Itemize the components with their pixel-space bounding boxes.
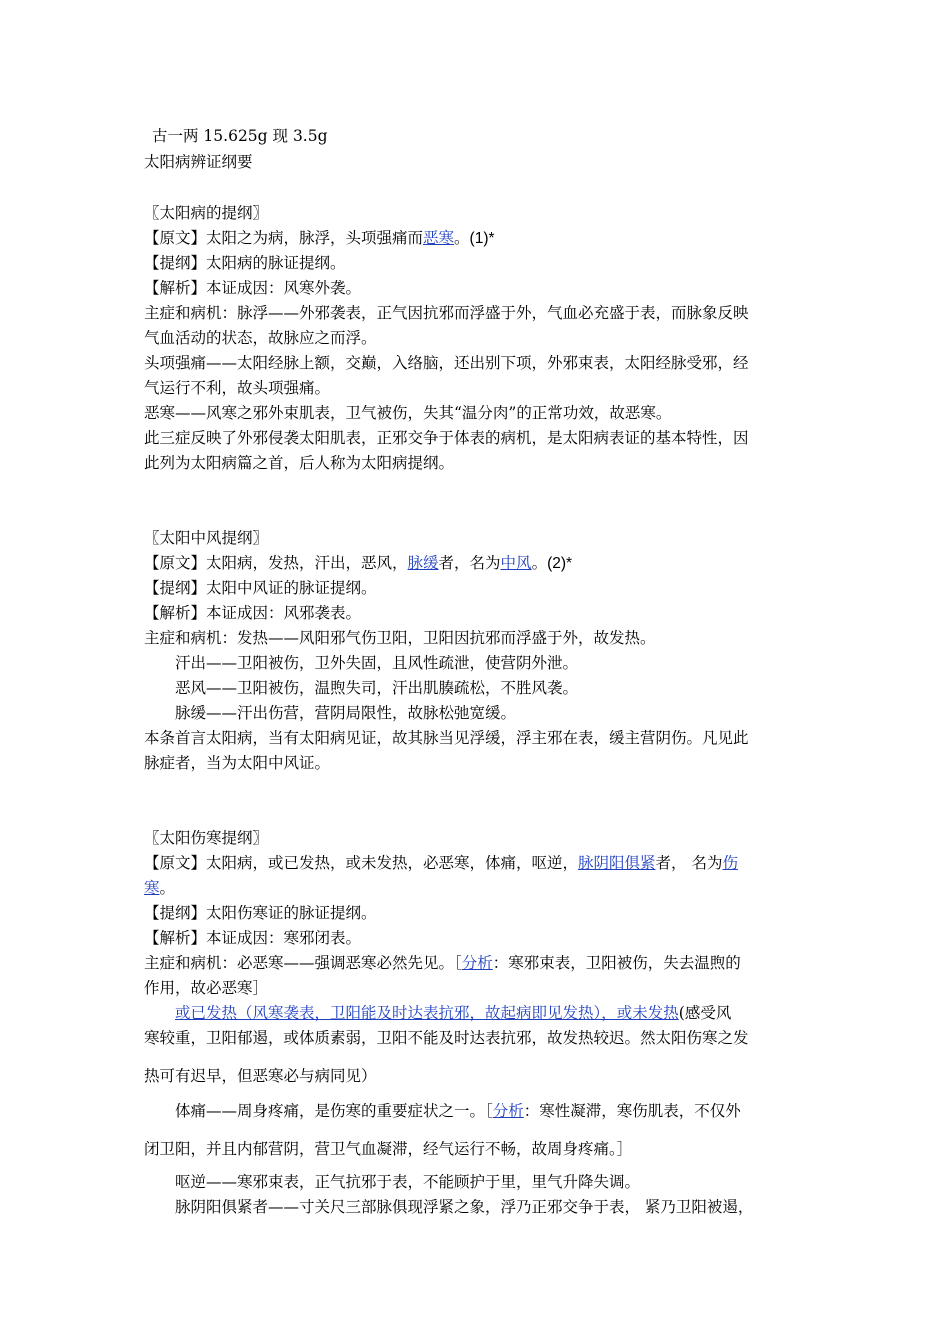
tigang-line: 【提纲】太阳病的脉证提纲。 bbox=[144, 254, 346, 272]
paragraph-line: 本条首言太阳病，当有太阳病见证，故其脉当见浮缓，浮主邪在表，缓主营阴伤。凡见此 bbox=[144, 729, 749, 747]
section-heading-zhongfeng: 〖太阳中风提纲〗 bbox=[144, 529, 269, 547]
link-fever[interactable]: 或已发热（风寒袭表，卫阳能及时达表抗邪，故起病即见发热），或未发热 bbox=[175, 1004, 679, 1022]
tigang-line: 【提纲】太阳中风证的脉证提纲。 bbox=[144, 579, 377, 597]
paragraph-line: 恶寒——风寒之邪外束肌表，卫气被伤，失其“温分肉”的正常功效，故恶寒。 bbox=[144, 404, 672, 422]
paragraph-line: 恶风——卫阳被伤，温煦失司，汗出肌腠疏松，不胜风袭。 bbox=[175, 679, 579, 697]
jiexi-line: 【解析】本证成因：风寒外袭。 bbox=[144, 279, 362, 297]
paragraph-line: 脉阴阳俱紧者——寸关尺三部脉俱现浮紧之象，浮乃正邪交争于表， 紧乃卫阳被遏， bbox=[175, 1198, 754, 1216]
paragraph-line: 呕逆——寒邪束表，正气抗邪于表，不能顾护于里，里气升降失调。 bbox=[175, 1173, 641, 1191]
paragraph-line: 闭卫阳，并且内郁营阴，营卫气血凝滞，经气运行不畅，故周身疼痛。］ bbox=[144, 1140, 633, 1158]
paragraph-line: 头项强痛——太阳经脉上额，交巅，入络脑，还出别下项，外邪束表，太阳经脉受邪，经 bbox=[144, 354, 749, 372]
analysis-line: 体痛——周身疼痛，是伤寒的重要症状之一。［分析：寒性凝滞，寒伤肌表，不仅外 bbox=[175, 1102, 741, 1120]
paragraph-line: 作用，故必恶寒］ bbox=[144, 979, 269, 997]
document-title: 太阳病辨证纲要 bbox=[144, 153, 253, 171]
link-wuhan[interactable]: 恶寒 bbox=[423, 229, 455, 247]
paragraph-line: 脉缓——汗出伤营，营阴局限性，故脉松弛宽缓。 bbox=[175, 704, 517, 722]
link-shanghan-part2[interactable]: 寒 bbox=[144, 879, 160, 897]
link-zhongfeng[interactable]: 中风 bbox=[500, 554, 532, 572]
paragraph-line: 热可有迟早，但恶寒必与病同见） bbox=[144, 1067, 377, 1085]
paragraph-line: 气血活动的状态，故脉应之而浮。 bbox=[144, 329, 377, 347]
link-shanghan-part1[interactable]: 伤 bbox=[722, 854, 738, 872]
yuanwen-line: 【原文】太阳病，发热，汗出，恶风，脉缓者，名为中风。(2)* bbox=[144, 554, 573, 572]
paragraph-line: 寒较重，卫阳郁遏，或体质素弱，卫阳不能及时达表抗邪，故发热较迟。然太阳伤寒之发 bbox=[144, 1029, 749, 1047]
paragraph-line: 气运行不利，故头项强痛。 bbox=[144, 379, 331, 397]
tigang-line: 【提纲】太阳伤寒证的脉证提纲。 bbox=[144, 904, 377, 922]
yuanwen-line-cont: 寒。 bbox=[144, 879, 176, 897]
fever-line: 或已发热（风寒袭表，卫阳能及时达表抗邪，故起病即见发热），或未发热(感受风 bbox=[175, 1004, 732, 1022]
paragraph-line: 脉症者，当为太阳中风证。 bbox=[144, 754, 331, 772]
weight-note: 古一两 15.625g 现 3.5g bbox=[152, 127, 328, 145]
section-heading-taiyang: 〖太阳病的提纲〗 bbox=[144, 204, 269, 222]
paragraph-line: 主症和病机：发热——风阳邪气伤卫阳，卫阳因抗邪而浮盛于外，故发热。 bbox=[144, 629, 656, 647]
link-maihuan[interactable]: 脉缓 bbox=[407, 554, 439, 572]
paragraph-line: 此三症反映了外邪侵袭太阳肌表，正邪交争于体表的病机，是太阳病表证的基本特性，因 bbox=[144, 429, 749, 447]
jiexi-line: 【解析】本证成因：寒邪闭表。 bbox=[144, 929, 362, 947]
yuanwen-line: 【原文】太阳病，或已发热，或未发热，必恶寒，体痛，呕逆，脉阴阳俱紧者， 名为伤 bbox=[144, 854, 738, 872]
paragraph-line: 汗出——卫阳被伤，卫外失固，且风性疏泄，使营阴外泄。 bbox=[175, 654, 579, 672]
yuanwen-line: 【原文】太阳之为病，脉浮，头项强痛而恶寒。(1)* bbox=[144, 229, 495, 247]
analysis-line: 主症和病机：必恶寒——强调恶寒必然先见。［分析：寒邪束表，卫阳被伤，失去温煦的 bbox=[144, 954, 741, 972]
paragraph-line: 主症和病机：脉浮——外邪袭表，正气因抗邪而浮盛于外，气血必充盛于表，而脉象反映 bbox=[144, 304, 749, 322]
jiexi-line: 【解析】本证成因：风邪袭表。 bbox=[144, 604, 362, 622]
link-maiyinyangjujin[interactable]: 脉阴阳俱紧 bbox=[578, 854, 656, 872]
link-fenxi-2[interactable]: 分析 bbox=[492, 1102, 524, 1120]
link-fenxi[interactable]: 分析 bbox=[461, 954, 493, 972]
paragraph-line: 此列为太阳病篇之首，后人称为太阳病提纲。 bbox=[144, 454, 455, 472]
section-heading-shanghan: 〖太阳伤寒提纲〗 bbox=[144, 829, 269, 847]
